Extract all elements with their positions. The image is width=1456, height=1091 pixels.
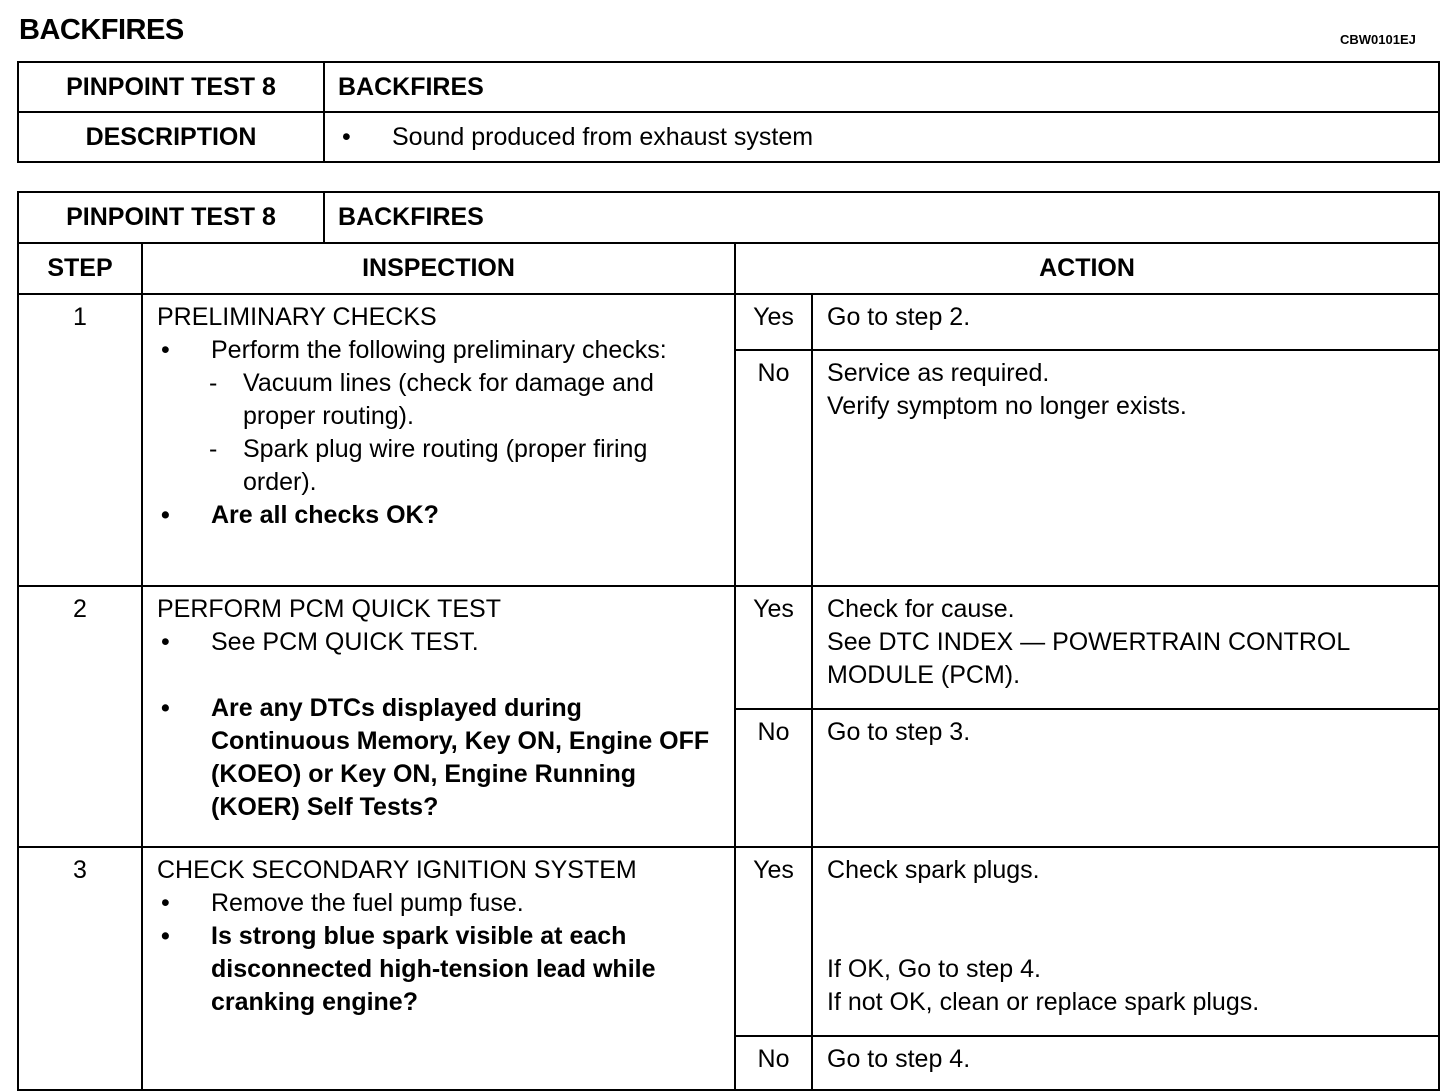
bullet-glyph: • — [161, 336, 170, 364]
inspection-subitem: Spark plug wire routing (proper firing order). — [243, 435, 648, 496]
action-line: Check spark plugs. — [827, 856, 1040, 884]
bullet-glyph: • — [161, 694, 170, 722]
action-line: Verify symptom no longer exists. — [827, 392, 1187, 420]
action-line: See DTC INDEX — POWERTRAIN CONTROL MODULE (PCM). — [827, 628, 1350, 689]
bullet-glyph: • — [161, 889, 170, 917]
page-title: BACKFIRES — [19, 14, 184, 46]
summary-table — [17, 61, 1440, 163]
step-title: PRELIMINARY CHECKS — [157, 303, 437, 331]
action-line: Check for cause. — [827, 595, 1015, 623]
test-name: BACKFIRES — [324, 62, 1439, 112]
no-action: Go to step 4. — [812, 1036, 1439, 1090]
inspection-instruction: See PCM QUICK TEST. — [211, 628, 479, 656]
step-3-yes-row — [18, 847, 1439, 1036]
action-line: If OK, Go to step 4. — [827, 955, 1042, 983]
inspection-question: Are any DTCs displayed during Continuous Memory, Key ON, Engine OFF (KOEO) or Key ON, Engine Running (KOER) Self Tests? — [211, 694, 710, 821]
test-header-row — [18, 192, 1439, 243]
no-label: No — [735, 1036, 812, 1090]
step-3-inspection — [142, 847, 735, 1090]
bullet-glyph: • — [161, 501, 170, 529]
yes-action — [812, 847, 1439, 1036]
inspection-question: Is strong blue spark visible at each disconnected high-tension lead while cranking engine? — [211, 922, 656, 1016]
step-2-inspection — [142, 586, 735, 847]
bullet-glyph: • — [161, 922, 170, 950]
bullet-glyph: • — [342, 122, 351, 151]
step-1-inspection — [142, 294, 735, 586]
dash-glyph: - — [209, 369, 218, 397]
document-code: CBW0101EJ — [1340, 32, 1416, 47]
yes-label: Yes — [735, 294, 812, 350]
step-number: 1 — [18, 294, 142, 586]
yes-label: Yes — [735, 847, 812, 1036]
action-line: If not OK, clean or replace spark plugs. — [827, 988, 1260, 1016]
description-text: Sound produced from exhaust system — [392, 122, 814, 151]
inspection-question: Are all checks OK? — [211, 501, 439, 529]
pinpoint-test-table — [17, 191, 1440, 1091]
step-2-yes-row — [18, 586, 1439, 709]
header-action: ACTION — [735, 243, 1439, 294]
yes-label: Yes — [735, 586, 812, 709]
no-label: No — [735, 350, 812, 586]
step-title: CHECK SECONDARY IGNITION SYSTEM — [157, 856, 637, 884]
dash-glyph: - — [209, 435, 218, 463]
yes-action: Go to step 2. — [812, 294, 1439, 350]
summary-row-description — [18, 112, 1439, 162]
summary-row-test — [18, 62, 1439, 112]
no-action: Go to step 3. — [812, 709, 1439, 847]
step-number: 3 — [18, 847, 142, 1090]
step-1-yes-row — [18, 294, 1439, 350]
yes-action — [812, 586, 1439, 709]
bullet-glyph: • — [161, 628, 170, 656]
test-name: BACKFIRES — [324, 192, 1439, 243]
header-inspection: INSPECTION — [142, 243, 735, 294]
inspection-instruction: Perform the following preliminary checks: — [211, 336, 667, 364]
no-action — [812, 350, 1439, 586]
description-label: DESCRIPTION — [18, 112, 324, 162]
description-value — [324, 112, 1439, 162]
action-line: Service as required. — [827, 359, 1050, 387]
column-header-row — [18, 243, 1439, 294]
test-label: PINPOINT TEST 8 — [18, 62, 324, 112]
header-step: STEP — [18, 243, 142, 294]
no-label: No — [735, 709, 812, 847]
step-title: PERFORM PCM QUICK TEST — [157, 595, 502, 623]
inspection-instruction: Remove the fuel pump fuse. — [211, 889, 524, 917]
step-number: 2 — [18, 586, 142, 847]
inspection-subitem: Vacuum lines (check for damage and proper routing). — [243, 369, 654, 430]
test-label: PINPOINT TEST 8 — [18, 192, 324, 243]
